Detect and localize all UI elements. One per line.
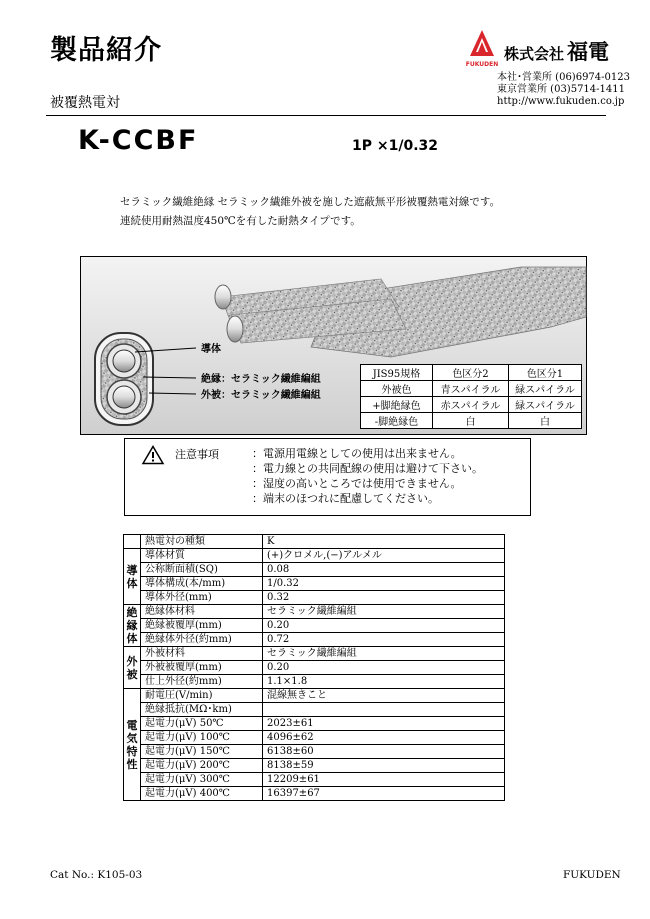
- property-name: 絶縁体外径(約mm): [141, 633, 263, 647]
- property-name: 仕上外径(約mm): [141, 675, 263, 689]
- group-label-sheath: 外 被: [124, 647, 141, 689]
- color-table: [360, 364, 582, 429]
- property-value: 0.08: [263, 563, 505, 577]
- table-row: [124, 633, 505, 647]
- table-row: [361, 413, 582, 429]
- company-name-prefix: 株式会社: [504, 45, 565, 63]
- caution-box: [124, 438, 531, 516]
- property-value: 4096±62: [263, 731, 505, 745]
- property-value: (+)クロメル,(−)アルメル: [263, 549, 505, 563]
- property-value: セラミック繊維編組: [263, 605, 505, 619]
- table-cell: 緑スパイラル: [509, 397, 582, 413]
- color-table-header: [361, 365, 582, 381]
- caution-item: ：電源用電線としての使用は出来ません。: [252, 447, 462, 460]
- property-value: 1.1×1.8: [263, 675, 505, 689]
- caution-item: ：端末のほつれに配慮してください。: [252, 492, 439, 505]
- table-cell: 外被色: [361, 381, 433, 397]
- table-row: [124, 619, 505, 633]
- table-cell: 赤スパイラル: [433, 397, 509, 413]
- property-name: 熱電対の種類: [141, 535, 263, 549]
- page-subtitle: 被覆熱電対: [50, 95, 120, 111]
- property-name: 起電力(μV) 300℃: [141, 773, 263, 787]
- property-name: 耐電圧(V/min): [141, 689, 263, 703]
- property-value: 2023±61: [263, 717, 505, 731]
- description-line: セラミック繊維絶縁 セラミック繊維外被を施した遮蔽無平形被覆熱電対線です。: [120, 196, 501, 208]
- table-row: [124, 563, 505, 577]
- product-spec: 1P ×1/0.32: [352, 138, 439, 154]
- header-cell: 色区分2: [433, 365, 509, 381]
- group-label-insulation: 絶 縁 体: [124, 605, 141, 647]
- property-value: 1/0.32: [263, 577, 505, 591]
- table-row: [124, 745, 505, 759]
- company-address: [497, 72, 630, 108]
- table-row: [124, 535, 505, 549]
- property-name: 起電力(μV) 100℃: [141, 731, 263, 745]
- property-name: 絶縁被覆厚(mm): [141, 619, 263, 633]
- group-cell: [124, 535, 141, 549]
- group-label-conductor: 導 体: [124, 549, 141, 605]
- caution-label: 注意事項: [175, 448, 219, 461]
- property-value: 8138±59: [263, 759, 505, 773]
- property-name: 起電力(μV) 400℃: [141, 787, 263, 801]
- table-row: [124, 647, 505, 661]
- header-divider: [46, 115, 606, 116]
- property-name: 導体外径(mm): [141, 591, 263, 605]
- property-name: 外被材料: [141, 647, 263, 661]
- company-logo: [465, 28, 499, 72]
- group-label-electrical: 電 気 特 性: [124, 689, 141, 801]
- table-row: [361, 397, 582, 413]
- property-name: 外被被覆厚(mm): [141, 661, 263, 675]
- table-cell: 緑スパイラル: [509, 381, 582, 397]
- property-name: 起電力(μV) 50℃: [141, 717, 263, 731]
- property-name: 絶縁抵抗(MΩ･km): [141, 703, 263, 717]
- caution-item: ：電力線との共同配線の使用は避けて下さい。: [252, 462, 483, 475]
- property-name: 導体材質: [141, 549, 263, 563]
- table-row: [124, 703, 505, 717]
- footer-brand: FUKUDEN: [563, 869, 621, 881]
- property-value: K: [263, 535, 505, 549]
- table-cell: +脚絶縁色: [361, 397, 433, 413]
- svg-text:FUKUDEN: FUKUDEN: [465, 61, 499, 68]
- property-name: 絶縁体材料: [141, 605, 263, 619]
- product-description: [120, 193, 500, 231]
- description-line: 連続使用耐熱温度450℃を有した耐熱タイプです。: [120, 215, 361, 227]
- caution-list: [252, 446, 483, 506]
- property-value: 0.72: [263, 633, 505, 647]
- table-row: [124, 731, 505, 745]
- property-value: 0.20: [263, 661, 505, 675]
- label-sheath: 外被：セラミック繊維編組: [201, 390, 321, 401]
- table-row: [124, 759, 505, 773]
- table-row: [361, 381, 582, 397]
- table-row: [124, 773, 505, 787]
- table-row: [124, 605, 505, 619]
- address-osaka: 本社･営業所 (06)6974-0123: [497, 72, 630, 83]
- table-row: [124, 591, 505, 605]
- address-tokyo: 東京営業所 (03)5714-1411: [497, 84, 625, 95]
- table-cell: 白: [509, 413, 582, 429]
- property-name: 起電力(μV) 200℃: [141, 759, 263, 773]
- table-cell: 白: [433, 413, 509, 429]
- label-insulation: 絶縁：セラミック繊維編組: [201, 374, 321, 385]
- page-title: 製品紹介: [50, 35, 162, 66]
- property-name: 公称断面積(SQ): [141, 563, 263, 577]
- company-name: [504, 36, 609, 66]
- table-cell: 青スパイラル: [433, 381, 509, 397]
- table-row: [124, 675, 505, 689]
- header-cell: JIS95規格: [361, 365, 433, 381]
- table-row: [124, 577, 505, 591]
- catalog-number: Cat No.: K105-03: [50, 869, 143, 881]
- property-value: 0.32: [263, 591, 505, 605]
- header-cell: 色区分1: [509, 365, 582, 381]
- table-cell: -脚絶縁色: [361, 413, 433, 429]
- property-value: 6138±60: [263, 745, 505, 759]
- company-name-main: 福電: [567, 40, 610, 64]
- caution-item: ：湿度の高いところでは使用できません。: [252, 477, 462, 490]
- property-value: 混線無きこと: [263, 689, 505, 703]
- warning-icon: [142, 445, 164, 465]
- property-name: 起電力(μV) 150℃: [141, 745, 263, 759]
- table-row: [124, 787, 505, 801]
- property-value: 0.20: [263, 619, 505, 633]
- property-name: 導体構成(本/mm): [141, 577, 263, 591]
- table-row: [124, 661, 505, 675]
- table-row: [124, 549, 505, 563]
- table-row: [124, 689, 505, 703]
- product-model: K-CCBF: [78, 125, 199, 156]
- property-value: 16397±67: [263, 787, 505, 801]
- company-url: http://www.fukuden.co.jp: [497, 96, 625, 107]
- properties-table: [123, 534, 505, 801]
- property-value: セラミック繊維編組: [263, 647, 505, 661]
- property-value: [263, 703, 505, 717]
- property-value: 12209±61: [263, 773, 505, 787]
- table-row: [124, 717, 505, 731]
- label-conductor: 導体: [201, 344, 221, 355]
